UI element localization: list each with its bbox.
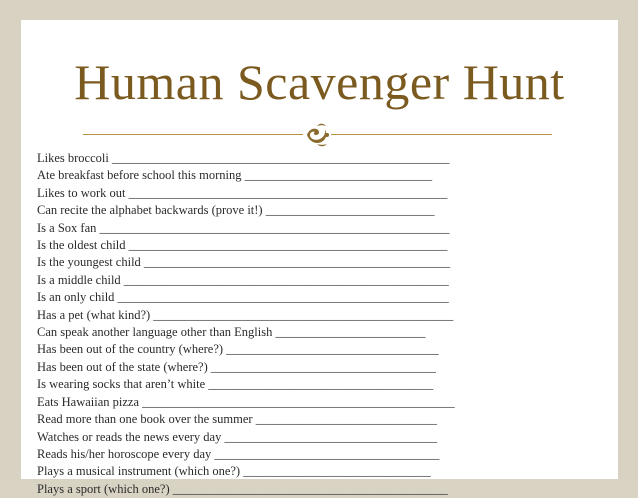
- list-item: Can speak another language other than English ________________________: [37, 325, 426, 340]
- list-item: Is wearing socks that aren’t white ____________________________________: [37, 377, 434, 392]
- fleuron-icon: [303, 121, 331, 149]
- list-item: Is a Sox fan ________________________________________________________: [37, 220, 450, 235]
- title-divider-right: [331, 134, 552, 135]
- list-item: Ate breakfast before school this morning ______________________________: [37, 168, 433, 183]
- list-item: Plays a musical instrument (which one?) ______________________________: [37, 464, 431, 479]
- list-item: Is an only child _____________________________________________________: [37, 290, 449, 305]
- list-item: Likes broccoli ______________________________________________________: [37, 151, 450, 165]
- slide-content-area: [21, 20, 618, 496]
- list-item: Eats Hawaiian pizza __________________________________________________: [37, 394, 455, 409]
- title-divider-left: [83, 134, 303, 135]
- list-item: Has been out of the state (where?) ____________________________________: [37, 359, 436, 374]
- list-item: Watches or reads the news every day __________________________________: [37, 429, 437, 444]
- list-item: Plays a sport (which one?) ____________________________________________: [37, 481, 448, 496]
- list-item: Read more than one book over the summer _____________________________: [37, 412, 437, 427]
- slide-title: Human Scavenger Hunt: [74, 54, 565, 110]
- list-item: Has been out of the country (where?) __________________________________: [37, 342, 439, 357]
- list-item: Is the oldest child ___________________________________________________: [37, 238, 448, 253]
- scavenger-hunt-list: [37, 150, 612, 498]
- list-item: Can recite the alphabet backwards (prove it!) ___________________________: [37, 203, 435, 218]
- list-item: Has a pet (what kind?) ________________________________________________: [37, 307, 454, 322]
- list-item: Reads his/her horoscope every day ____________________________________: [37, 446, 440, 461]
- list-item: Is the youngest child _________________________________________________: [37, 255, 451, 270]
- list-item: Is a middle child ____________________________________________________: [37, 272, 449, 287]
- list-item: Likes to work out ___________________________________________________: [37, 185, 448, 200]
